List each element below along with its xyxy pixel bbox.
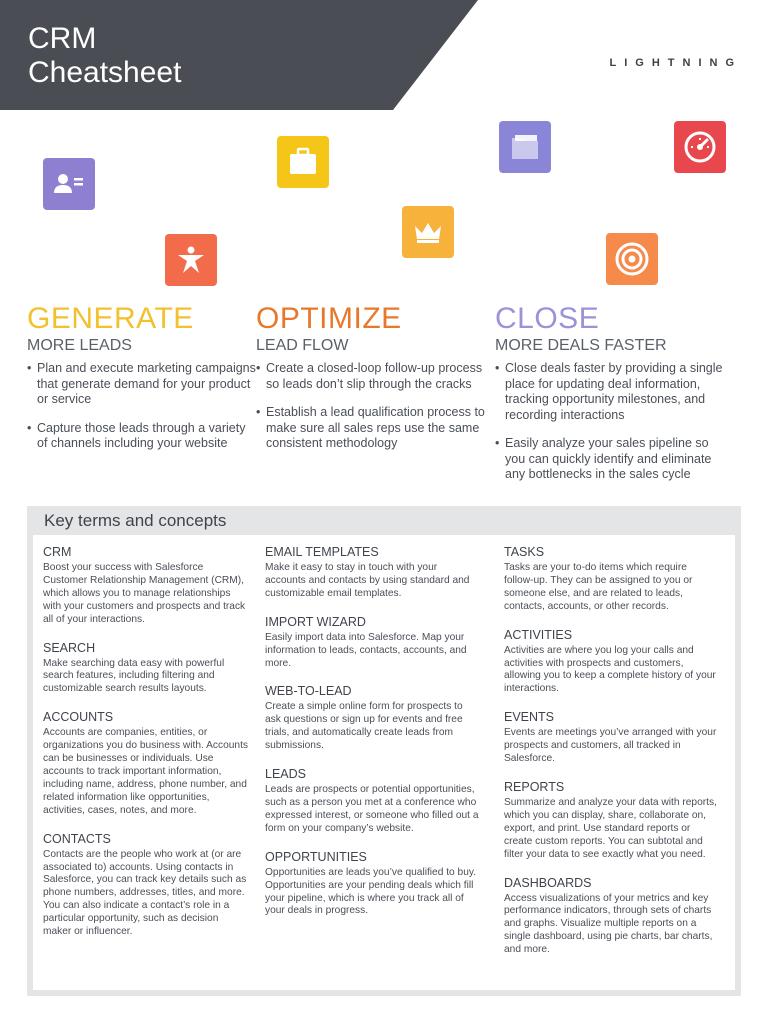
term-entry bbox=[265, 850, 480, 919]
bullet-item: • Close deals faster by providing a single place for updating deal information, tracking opportunity milestones, and recording interactions bbox=[495, 361, 725, 423]
column-heading: GENERATE bbox=[27, 302, 194, 335]
bullet-list bbox=[495, 361, 725, 483]
term-name: IMPORT WIZARD bbox=[265, 614, 366, 629]
terms-column-1 bbox=[43, 545, 248, 953]
term-entry bbox=[265, 684, 480, 753]
bullet-item: • Create a closed-loop follow-up process so leads don’t slip through the cracks bbox=[256, 361, 486, 392]
briefcase-icon bbox=[277, 136, 329, 188]
term-name: WEB-TO-LEAD bbox=[265, 684, 352, 699]
bullet-item: • Plan and execute marketing campaigns that generate demand for your product or service bbox=[27, 361, 257, 408]
term-definition: Activities are where you log your calls and activities with prospects and customers, allowing you to keep a complete history of your interactions. bbox=[504, 644, 716, 695]
person-star-icon bbox=[165, 234, 217, 286]
target-icon bbox=[606, 233, 658, 285]
term-entry bbox=[504, 545, 719, 614]
term-entry bbox=[43, 641, 248, 697]
terms-column-3 bbox=[504, 545, 719, 971]
key-terms-panel bbox=[27, 506, 741, 996]
contact-card-icon bbox=[43, 158, 95, 210]
term-name: CRM bbox=[43, 545, 72, 559]
generate-column bbox=[27, 302, 257, 465]
term-name: SEARCH bbox=[43, 640, 96, 655]
column-heading: OPTIMIZE bbox=[256, 302, 402, 335]
term-definition: Opportunities are leads you’ve qualified to buy. Opportunities are your pending deals which fill your pipeline, which is where you track all of your deals in progress. bbox=[265, 866, 477, 917]
term-entry bbox=[504, 876, 719, 958]
term-name: REPORTS bbox=[504, 779, 565, 794]
term-definition: Create a simple online form for prospects to ask questions or sign up for events and free trials, and automatically create leads from submissions. bbox=[265, 701, 463, 752]
term-entry bbox=[265, 767, 480, 836]
term-definition: Make it easy to stay in touch with your accounts and contacts by using standard and customizable email templates. bbox=[265, 562, 470, 599]
term-entry bbox=[265, 615, 480, 671]
brand-logo: LIGHTNING bbox=[609, 57, 742, 69]
bullet-list bbox=[256, 361, 486, 452]
term-definition: Accounts are companies, entities, or organizations you do business with. Accounts can be businesses or individuals. Use accounts to track important information, including name, address, phone number, and related information like opportunities, activities, cases, notes, and more. bbox=[43, 727, 249, 816]
term-name: CONTACTS bbox=[43, 831, 111, 846]
folder-icon bbox=[499, 121, 551, 173]
key-terms-body bbox=[33, 535, 735, 990]
crown-icon bbox=[402, 206, 454, 258]
optimize-column bbox=[256, 302, 486, 465]
key-terms-title: Key terms and concepts bbox=[44, 511, 227, 530]
term-entry bbox=[504, 780, 719, 862]
column-heading: CLOSE bbox=[495, 302, 600, 335]
bullet-list bbox=[27, 361, 257, 452]
term-entry bbox=[265, 545, 480, 601]
column-subheading: LEAD FLOW bbox=[256, 337, 349, 354]
term-definition: Contacts are the people who work at (or are associated to) accounts. Using contacts in Salesforce, you can track key details such as phone numbers, addresses, titles, and more. You can also indicate a contact’s role in a particular opportunity, such as decision maker or influencer. bbox=[43, 848, 247, 938]
term-entry bbox=[43, 710, 248, 817]
term-name: TASKS bbox=[504, 545, 545, 559]
term-name: DASHBOARDS bbox=[504, 875, 592, 890]
terms-column-2 bbox=[265, 545, 480, 932]
term-entry bbox=[43, 545, 248, 627]
term-definition: Easily import data into Salesforce. Map your information to leads, contacts, accounts, and more. bbox=[265, 631, 467, 669]
term-entry bbox=[43, 832, 248, 939]
bullet-item: • Establish a lead qualification process to make sure all sales reps use the same consistent methodology bbox=[256, 405, 486, 452]
term-entry bbox=[504, 710, 719, 766]
term-definition: Access visualizations of your metrics and key performance indicators, through sets of charts and graphs. Visualize multiple reports on a single dashboard, using pie charts, bar charts, and more. bbox=[504, 892, 713, 956]
term-name: ACCOUNTS bbox=[43, 710, 114, 725]
term-entry bbox=[504, 628, 719, 697]
speedometer-icon bbox=[674, 121, 726, 173]
term-definition: Leads are prospects or potential opportunities, such as a person you met at a conference who expressed interest, or someone who filled out a form on your company’s website. bbox=[265, 784, 479, 834]
term-name: LEADS bbox=[265, 767, 306, 782]
term-definition: Events are meetings you’ve arranged with your prospects and customers, all tracked in Salesforce. bbox=[504, 727, 717, 765]
bullet-item: • Capture those leads through a variety of channels including your website bbox=[27, 421, 257, 452]
column-subheading: MORE LEADS bbox=[27, 337, 132, 354]
header-banner bbox=[0, 0, 478, 110]
title-line-1: CRM bbox=[28, 22, 97, 55]
term-name: EMAIL TEMPLATES bbox=[265, 545, 379, 559]
term-definition: Tasks are your to-do items which require follow-up. They can be assigned to you or someone else, and are related to leads, contacts, accounts, or other records. bbox=[504, 562, 693, 612]
column-subheading: MORE DEALS FASTER bbox=[495, 337, 667, 354]
term-definition: Make searching data easy with powerful search features, including filtering and customizable search results layouts. bbox=[43, 657, 225, 695]
term-name: EVENTS bbox=[504, 710, 555, 725]
bullet-item: • Easily analyze your sales pipeline so you can quickly identify and eliminate any bottlenecks in the sales cycle bbox=[495, 436, 725, 483]
term-name: ACTIVITIES bbox=[504, 627, 573, 642]
page-title bbox=[28, 22, 181, 90]
term-name: OPPORTUNITIES bbox=[265, 849, 367, 864]
term-definition: Summarize and analyze your data with reports, which you can display, share, collaborate on, export, and print. Use standard reports or create custom reports. You can subtotal and filter your data to see exactly what you need. bbox=[504, 796, 717, 860]
term-definition: Boost your success with Salesforce Customer Relationship Management (CRM), which allows you to manage relationships with your customers and prospects and track all of your interactions. bbox=[43, 562, 246, 625]
close-column bbox=[495, 302, 725, 496]
title-line-2: Cheatsheet bbox=[28, 56, 182, 89]
